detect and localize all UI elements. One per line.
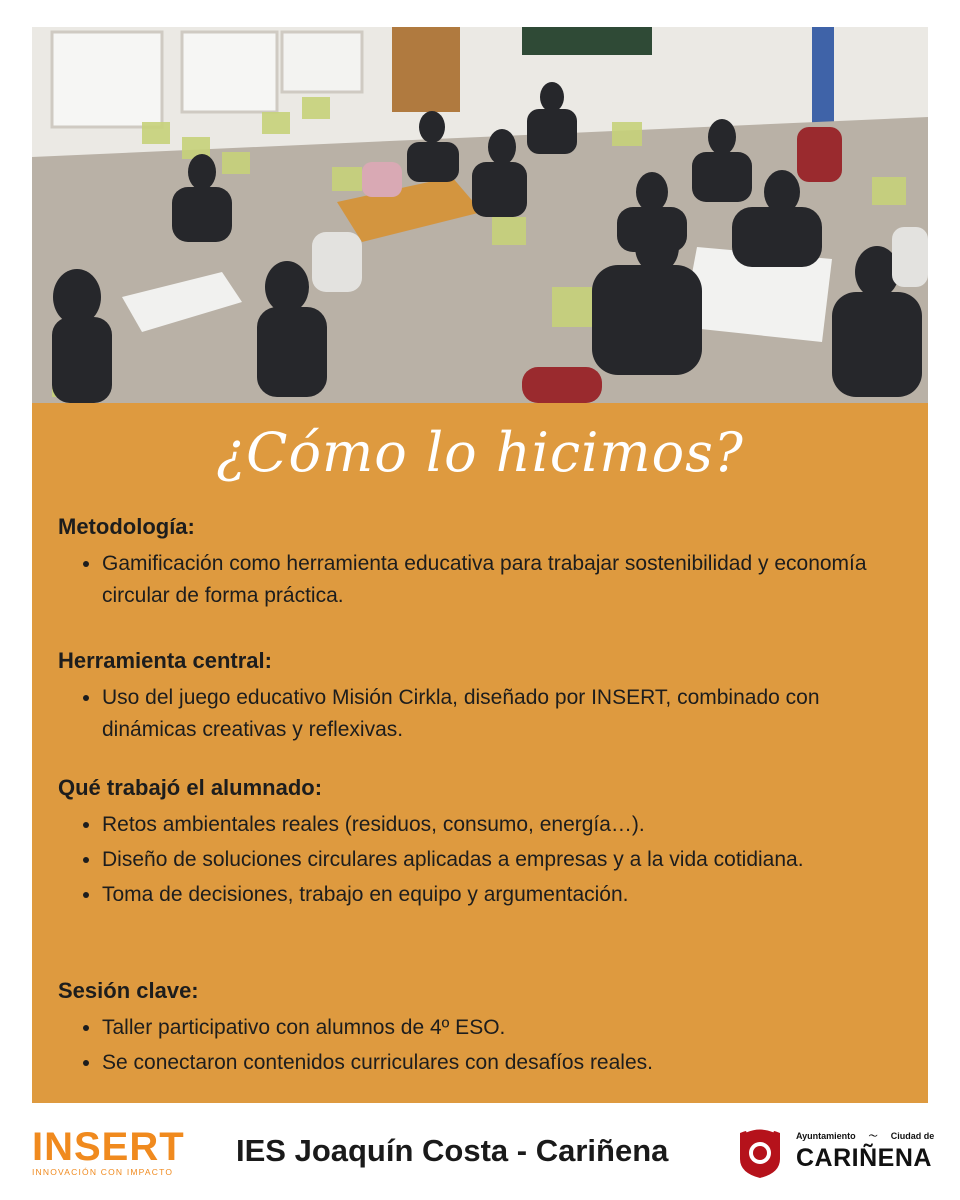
- list-item: • Diseño de soluciones circulares aplicadas a empresas y a la vida cotidiana.: [102, 844, 908, 876]
- town-logo: [796, 1129, 934, 1173]
- list-item: • Uso del juego educativo Misión Cirkla, diseñado por INSERT, combinado con dinámicas creativas y reflexivas.: [102, 682, 908, 746]
- section-title: Herramienta central:: [58, 648, 272, 673]
- insert-logo: [32, 1125, 185, 1177]
- town-label-left: Ayuntamiento: [796, 1131, 856, 1141]
- carinena-crest-icon: [738, 1123, 782, 1179]
- tilde-icon: 〜: [868, 1131, 878, 1141]
- panel-heading: ¿Cómo lo hicimos?: [216, 421, 744, 484]
- content-panel: [32, 403, 928, 1103]
- classroom-photo-illustration: [32, 27, 928, 403]
- town-name: CARIÑENA: [796, 1144, 932, 1172]
- section-metodologia: [58, 514, 908, 615]
- section-title: Metodología:: [58, 514, 195, 539]
- bullet-list: [58, 682, 908, 746]
- list-item: • Se conectaron contenidos curriculares con desafíos reales.: [102, 1047, 908, 1079]
- school-name: IES Joaquín Costa - Cariñena: [236, 1133, 669, 1168]
- bullet-list: [58, 809, 908, 911]
- section-alumnado: [58, 775, 908, 914]
- town-label-right: Ciudad de: [890, 1131, 935, 1141]
- bullet-list: [58, 548, 908, 612]
- bullet-list: [58, 1012, 908, 1079]
- section-title: Qué trabajó el alumnado:: [58, 775, 323, 800]
- section-herramienta: [58, 648, 908, 749]
- insert-logo-word: INSERT: [32, 1125, 185, 1169]
- list-item: • Retos ambientales reales (residuos, consumo, energía…).: [102, 809, 908, 841]
- footer: [0, 1103, 960, 1200]
- list-item: • Gamificación como herramienta educativa para trabajar sostenibilidad y economía circular de forma práctica.: [102, 548, 908, 612]
- insert-logo-tagline: INNOVACIÓN CON IMPACTO: [32, 1167, 174, 1177]
- town-logo-labels: [796, 1129, 934, 1142]
- section-title: Sesión clave:: [58, 978, 199, 1003]
- list-item: • Toma de decisiones, trabajo en equipo y argumentación.: [102, 879, 908, 911]
- section-sesion: [58, 978, 908, 1082]
- list-item: • Taller participativo con alumnos de 4º ESO.: [102, 1012, 908, 1044]
- classroom-photo: [32, 27, 928, 403]
